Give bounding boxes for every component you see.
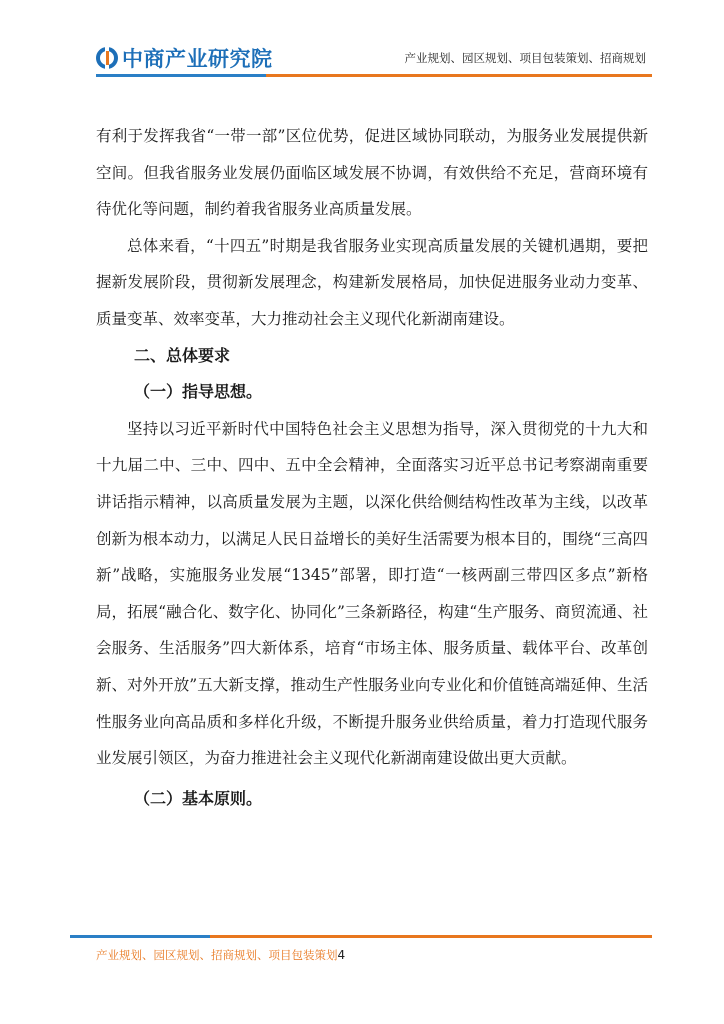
section-heading: 二、总体要求 [134,345,231,365]
logo-text: 中商产业研究院 [122,47,273,71]
body-paragraph: 有利于发挥我省“一带一部”区位优势，促进区域协同联动，为服务业发展提供新空间。但我省服务业发展仍面临区域发展不协调，有效供给不充足，营商环境有待优化等问题，制约着我省服务业高质量发展。 [96,127,648,219]
body-paragraph: 总体来看，“十四五”时期是我省服务业实现高质量发展的关键机遇期，要把握新发展阶段，贯彻新发展理念，构建新发展格局，加快促进服务业动力变革、质量变革、效率变革，大力推动社会主义现代化新湖南建设。 [96,236,648,328]
company-logo [96,44,273,72]
page-header [0,0,724,80]
footer-divider-blue [70,935,210,938]
page-number: 4 [337,948,346,962]
page-footer [96,947,345,963]
header-divider-blue [96,74,266,77]
body-paragraph: 坚持以习近平新时代中国特色社会主义思想为指导，深入贯彻党的十九大和十九届二中、三中、四中、五中全会精神，全面落实习近平总书记考察湖南重要讲话指示精神，以高质量发展为主题，以深化供给侧结构性改革为主线，以改革创新为根本动力，以满足人民日益增长的美好生活需要为根本目的，围绕“三高四新”战略，实施服务业发展“1345”部署，即打造“一核两副三带四区多点”新格局，拓展“融合化、数字化、协同化”三条新路径，构建“生产服务、商贸流通、社会服务、生活服务”四大新体系，培育“市场主体、服务质量、载体平台、改革创新、对外开放”五大新支撑，推动生产性服务业向专业化和价值链高端延伸、生活性服务业向高品质和多样化升级，不断提升服务业供给质量，着力打造现代服务业发展引领区，为奋力推进社会主义现代化新湖南建设做出更大贡献。 [96,419,648,768]
footer-tagline: 产业规划、园区规划、招商规划、项目包装策划 [96,948,338,962]
document-body [96,118,648,817]
header-tagline: 产业规划、园区规划、项目包装策划、招商规划 [404,51,646,65]
logo-mark-icon [96,47,118,69]
footer-divider-orange [210,935,652,938]
subsection-heading: （二）基本原则。 [134,788,263,808]
header-divider-orange [266,74,652,77]
subsection-heading: （一）指导思想。 [134,382,263,402]
